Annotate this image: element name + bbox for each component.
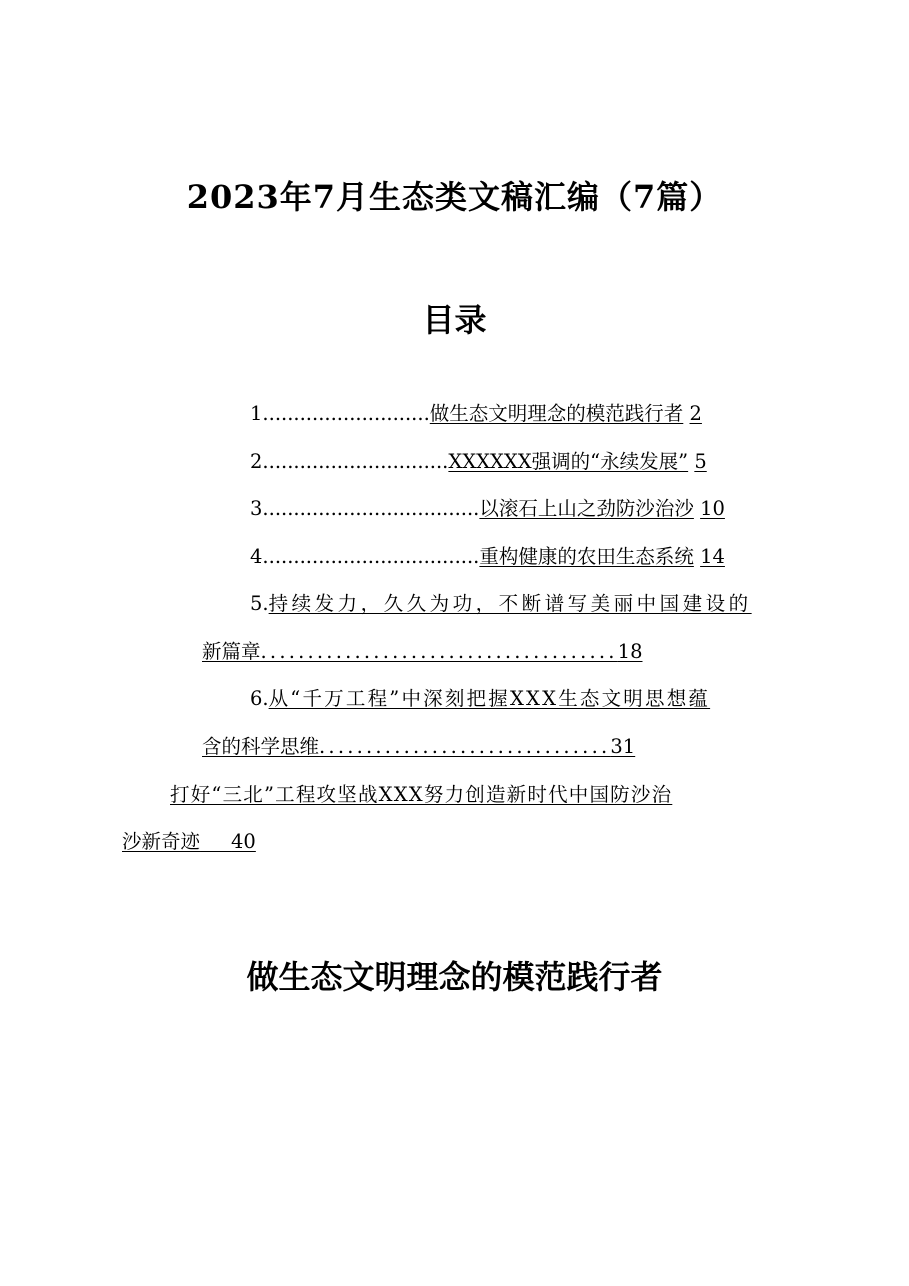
toc-entry-5-continued[interactable] [202, 639, 643, 665]
toc-page-number[interactable]: 2 [689, 402, 702, 425]
toc-entry-number: 3 [250, 497, 263, 520]
toc-entry-link[interactable]: 新篇章 [202, 640, 261, 663]
toc-leader: ................................... [262, 545, 480, 568]
toc-page-number[interactable]: 14 [700, 545, 725, 568]
toc-entry-link[interactable]: 沙新奇迹 [122, 830, 201, 853]
toc-entry-link[interactable]: 从“千万工程”中深刻把握XXX生态文明思想蕴 [268, 687, 711, 710]
toc-entry-6-continued[interactable] [202, 734, 635, 760]
toc-leader: .............................. [262, 450, 449, 473]
toc-leader: ...................................... [260, 640, 618, 663]
toc-leader: ............................... [319, 735, 611, 758]
toc-entry-number: 5. [250, 592, 269, 615]
toc-entry-number: 4 [250, 545, 263, 568]
toc-leader: ................................... [262, 497, 480, 520]
toc-entry-2[interactable] [250, 449, 707, 475]
toc-heading: 目录 [422, 301, 487, 339]
toc-page-number[interactable]: 18 [617, 640, 643, 663]
toc-entry-number: 2 [250, 450, 263, 473]
toc-entry-1[interactable] [250, 401, 702, 427]
document-title: 2023年7月生态类文稿汇编（7篇） [186, 178, 723, 216]
toc-entry-7-continued[interactable] [122, 829, 256, 855]
toc-page-number[interactable]: 31 [610, 735, 636, 758]
toc-leader: ........................... [262, 402, 430, 425]
toc-entry-link[interactable]: 以滚石上山之劲防沙治沙 [479, 497, 694, 520]
toc-entry-number: 1 [250, 402, 263, 425]
toc-page-number[interactable]: 40 [231, 830, 256, 853]
toc-entry-5[interactable] [250, 591, 796, 617]
toc-page-number[interactable]: 10 [700, 497, 725, 520]
toc-entry-link[interactable]: 打好“三北”工程攻坚战XXX努力创造新时代中国防沙治 [170, 783, 673, 806]
toc-entry-link[interactable]: 做生态文明理念的模范践行者 [429, 402, 684, 425]
toc-page-number[interactable]: 5 [694, 450, 707, 473]
toc-entry-3[interactable] [250, 496, 725, 522]
toc-entry-4[interactable] [250, 544, 725, 570]
toc-entry-number: 6. [250, 687, 269, 710]
section-title: 做生态文明理念的模范践行者 [246, 958, 663, 996]
toc-entry-7[interactable] [170, 782, 672, 808]
toc-entry-link[interactable]: 含的科学思维 [202, 735, 320, 758]
toc-entry-link[interactable]: 重构健康的农田生态系统 [479, 545, 694, 568]
toc-entry-6[interactable] [250, 686, 710, 712]
toc-entry-link[interactable]: XXXXXX强调的“永续发展” [448, 450, 689, 473]
toc-entry-link[interactable]: 持续发力，久久为功，不断谱写美丽中国建设的 [268, 592, 752, 615]
